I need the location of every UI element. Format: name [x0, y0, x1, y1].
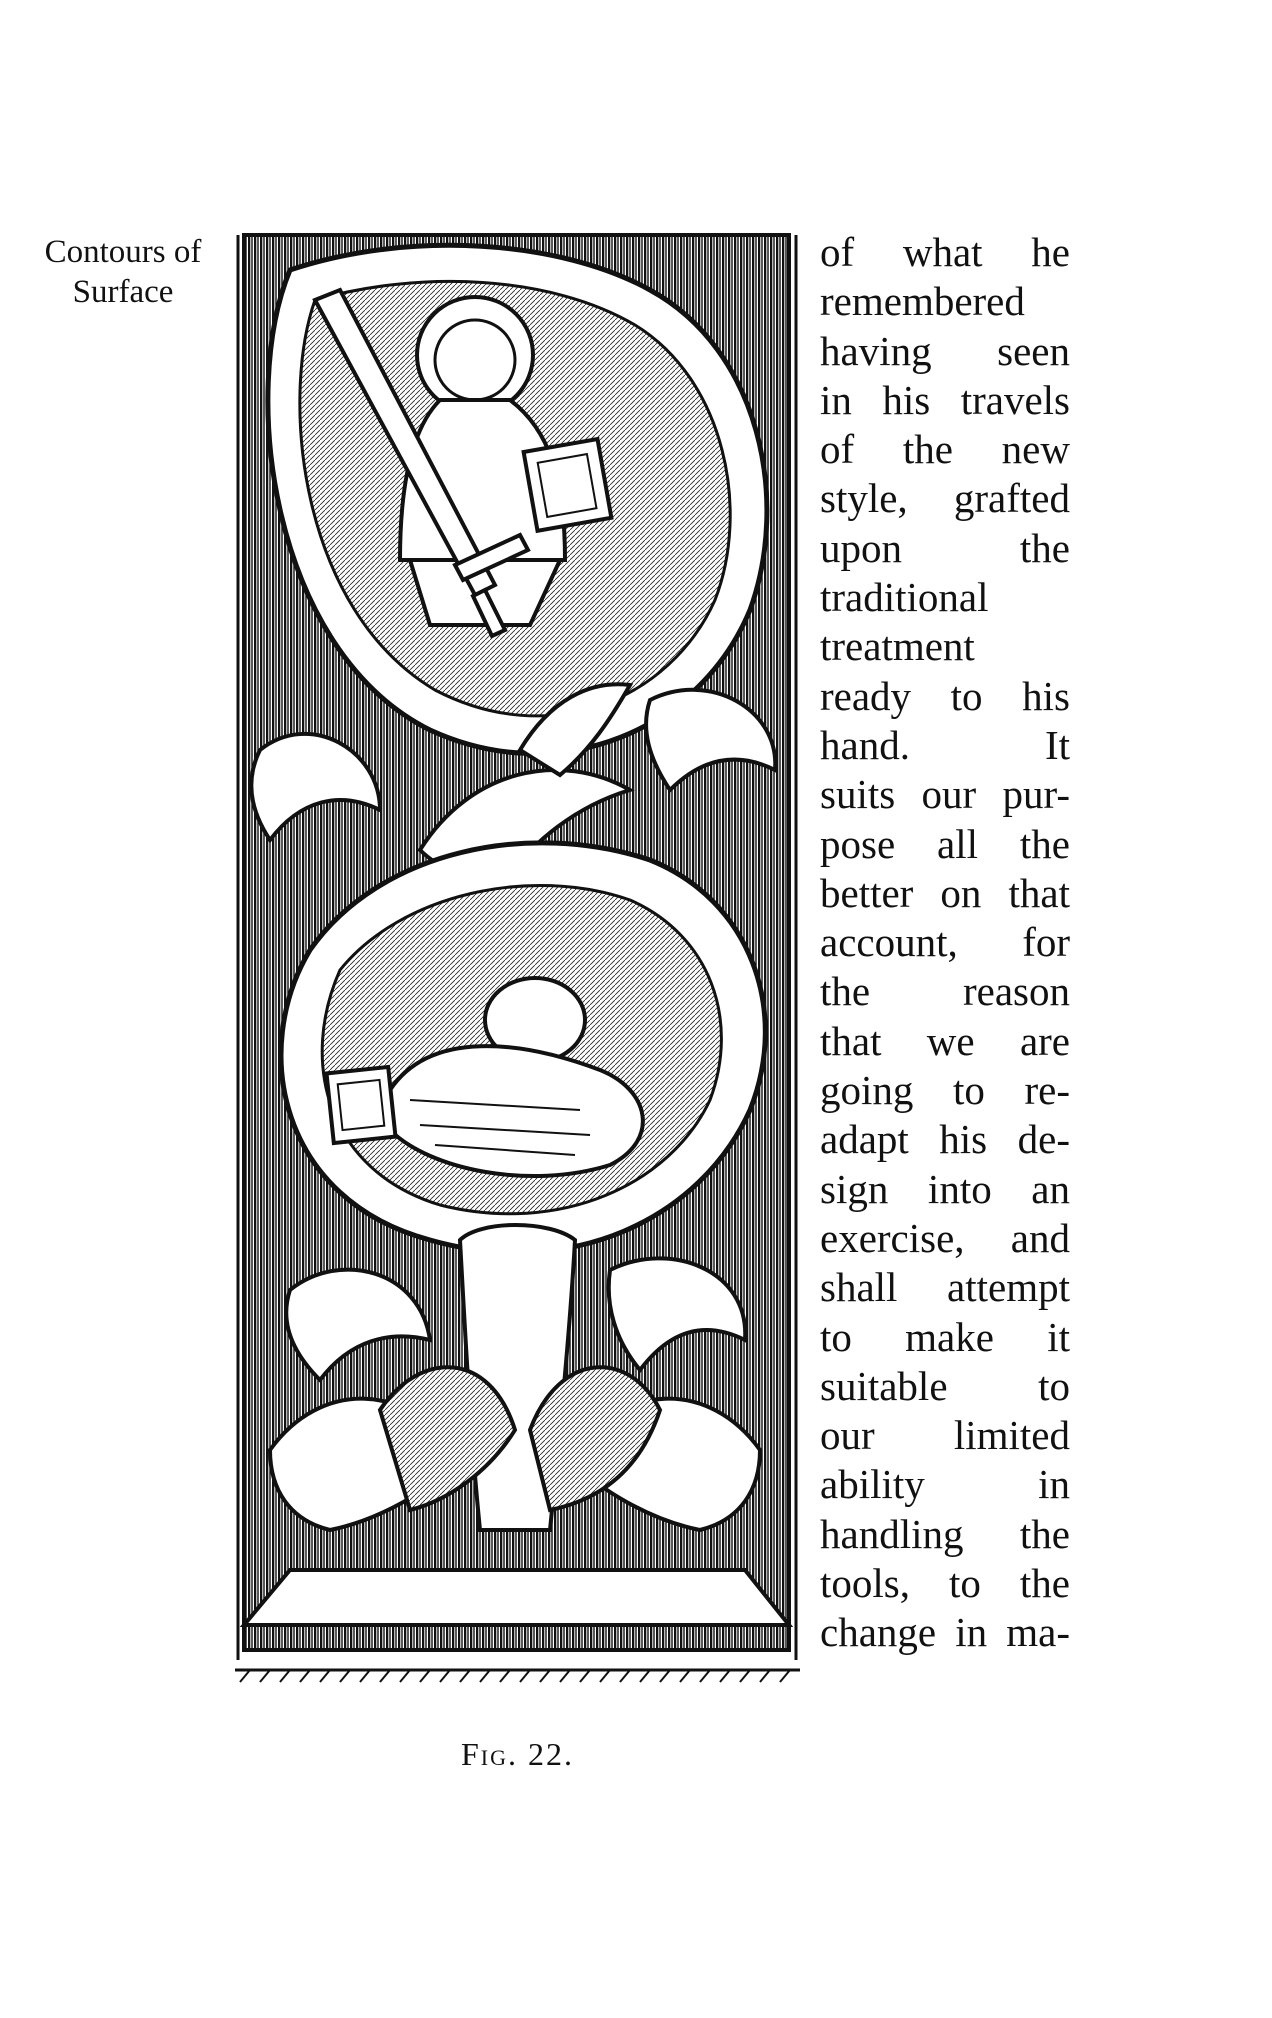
carved-relief-panel-illustration	[230, 230, 805, 1730]
text-line: pose all the	[820, 820, 1070, 867]
text-line: to make it	[820, 1313, 1070, 1360]
text-line: exercise, and	[820, 1214, 1070, 1261]
panel-base-ledge	[235, 1570, 800, 1682]
text-line: sign into an	[820, 1165, 1070, 1212]
text-line: shall attempt	[820, 1264, 1070, 1311]
text-line: having seen	[820, 327, 1070, 374]
text-line: suitable to	[820, 1362, 1070, 1409]
text-line: suits our pur-	[820, 771, 1070, 818]
text-line: adapt his de-	[820, 1116, 1070, 1163]
body-text-column	[820, 228, 1070, 1658]
margin-note	[28, 232, 218, 312]
margin-note-line-1: Contours of	[44, 234, 202, 270]
figure-caption: Fig. 22.	[460, 1736, 574, 1772]
text-line: upon the	[820, 524, 1070, 571]
text-line: ready to his	[820, 672, 1070, 719]
text-line: of the new	[820, 426, 1070, 473]
text-line: our limited	[820, 1412, 1070, 1459]
text-line: traditional	[820, 574, 989, 621]
text-line: of what he	[820, 229, 1070, 275]
carved-panel-figure	[230, 230, 805, 1730]
text-line: in his travels	[820, 376, 1070, 423]
text-line: change in ma-	[820, 1609, 1070, 1656]
text-line: account, for	[820, 919, 1070, 966]
text-line: ability in	[820, 1461, 1070, 1508]
text-line: that we are	[820, 1017, 1070, 1064]
text-line: tools, to the	[820, 1560, 1070, 1607]
text-line: going to re-	[820, 1067, 1070, 1114]
margin-note-line-2: Surface	[72, 274, 174, 310]
text-line: handling the	[820, 1510, 1070, 1557]
text-line: hand. It	[820, 721, 1070, 768]
text-line: the reason	[820, 968, 1070, 1015]
text-line: better on that	[820, 869, 1070, 916]
text-line: remembered	[820, 278, 1025, 325]
text-line: treatment	[820, 623, 975, 670]
text-line: style, grafted	[820, 475, 1070, 522]
